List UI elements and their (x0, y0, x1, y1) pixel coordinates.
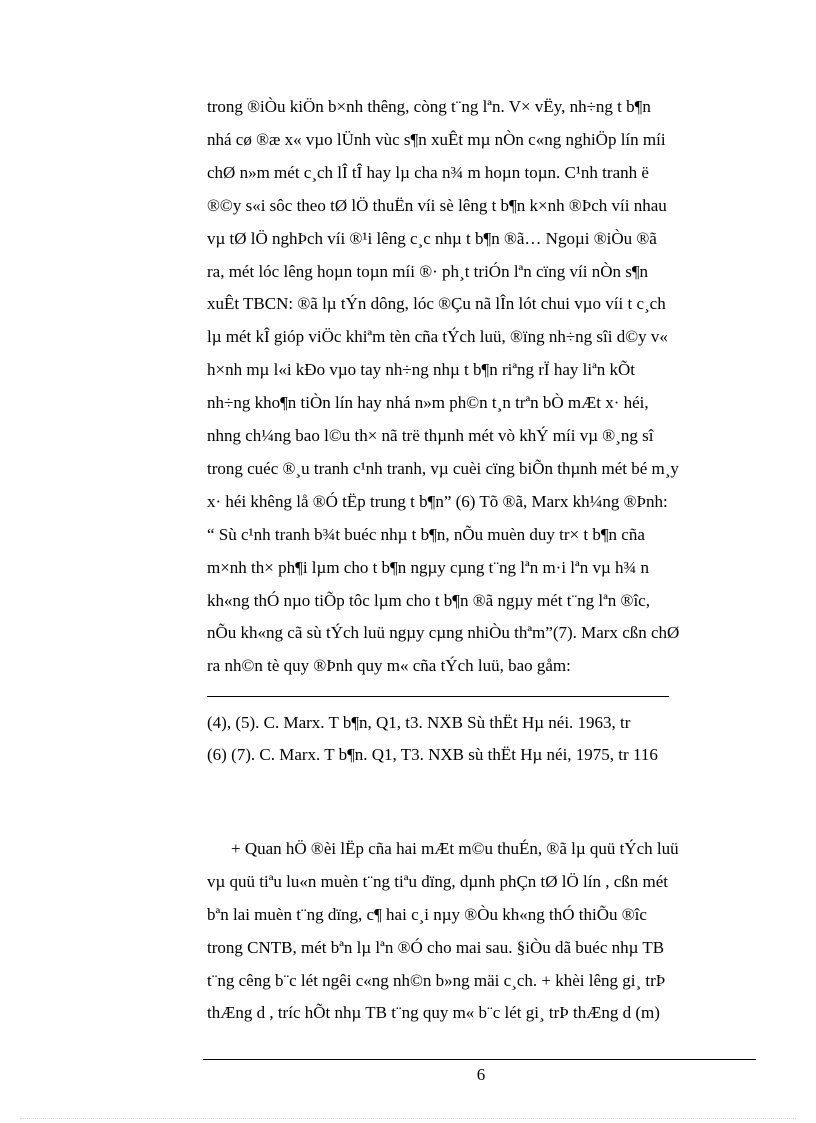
body-text-line: vµ quü tiªu lu«n muèn t¨ng tiªu dïng, dµnh phÇn tØ lÖ lín , cßn mét (207, 872, 669, 891)
body-text-line: chØ n»m mét c¸ch lÎ tÎ hay lµ cha n¾ m hoµn toµn. C¹nh tranh ë (207, 163, 649, 182)
body-text-line: bªn lai muèn t¨ng dïng, c¶ hai c¸i nµy ®Òu kh«ng thÓ thiÕu ®îc (207, 905, 647, 924)
body-text-line: + Quan hÖ ®èi lËp cña hai mÆt m©u thuÉn, ®ã lµ quü tÝch luü (231, 839, 679, 858)
body-text-line: kh«ng thÓ nµo tiÕp tôc lµm cho t b¶n ®ã ngµy mét t¨ng lªn ®îc, (207, 591, 650, 610)
body-text-line: vµ tØ lÖ nghÞch víi ®¹i lêng c¸c nhµ t b¶n ®ã… Ngoµi ®iÒu ®ã (207, 229, 657, 248)
body-text-line: nhng ch¼ng bao l©u th× nã trë thµnh mét vò khÝ míi vµ ®¸ng sî (207, 426, 654, 445)
footnote: (4), (5). C. Marx. T b¶n, Q1, t3. NXB Sù thËt Hµ néi. 1963, tr (207, 713, 631, 732)
footer-rule (203, 1059, 756, 1060)
page-bottom-border (20, 1118, 796, 1119)
body-text-line: ra nh©n tè quy ®Þnh quy m« cña tÝch luü, bao gåm: (207, 656, 571, 675)
body-text-line: “ Sù c¹nh tranh b¾t buéc nhµ t b¶n, nÕu muèn duy tr× t b¶n cña (207, 525, 645, 544)
body-text-line: thÆng d , tríc hÕt nhµ TB t¨ng quy m« b¨c lét gi¸ trÞ thÆng d (m) (207, 1003, 660, 1022)
footnote: (6) (7). C. Marx. T b¶n. Q1, T3. NXB sù thËt Hµ néi, 1975, tr 116 (207, 745, 658, 764)
body-text-line: lµ mét kÎ gióp viÖc khiªm tèn cña tÝch luü, ®ïng nh÷ng sîi d©y v« (207, 327, 668, 346)
body-text-line: t¨ng cêng b¨c lét ngêi c«ng nh©n b»ng mäi c¸ch. + khèi lêng gi¸ trÞ (207, 971, 666, 990)
body-text-line: x· héi khêng lå ®Ó tËp trung t b¶n” (6) Tõ ®ã, Marx kh¼ng ®Þnh: (207, 492, 668, 511)
body-text-line: trong ®iÒu kiÖn b×nh thêng, còng t¨ng lªn. V× vËy, nh÷ng t b¶n (207, 97, 651, 116)
body-text-line: nhá cø ®æ x« vµo lÜnh vùc s¶n xuÊt mµ nÒn c«ng nghiÖp lín míi (207, 130, 666, 149)
page-number (0, 1064, 816, 1086)
body-text-line: trong CNTB, mét bªn lµ lªn ®Ó cho mai sau. §iÒu dã buéc nhµ TB (207, 938, 665, 957)
body-text-line: ®©y s«i sôc theo tØ lÖ thuËn víi sè lêng t b¶n k×nh ®Þch víi nhau (207, 196, 667, 215)
body-text-line: nh÷ng kho¶n tiÒn lín hay nhá n»m ph©n t¸n trªn bÒ mÆt x· héi, (207, 393, 649, 412)
body-text-line: ra, mét lóc lêng hoµn toµn míi ®· ph¸t triÓn lªn cïng víi nÒn s¶n (207, 262, 649, 281)
footnote-separator (207, 696, 669, 697)
body-text-line: h×nh mµ l«i kÐo vµo tay nh÷ng nhµ t b¶n riªng rÏ hay liªn kÕt (207, 360, 636, 379)
body-text-line: xuÊt TBCN: ®ã lµ tÝn dông, lóc ®Çu nã lÎn lót chui vµo víi t c¸ch (207, 294, 666, 313)
body-text-line: nÕu kh«ng cã sù tÝch luü ngµy cµng nhiÒu thªm”(7). Marx cßn chØ (207, 623, 680, 642)
body-text-line: trong cuéc ®¸u tranh c¹nh tranh, vµ cuèi cïng biÕn thµnh mét bé m¸y (207, 459, 679, 478)
page-number-text: 6 (476, 1065, 486, 1084)
body-text-line: m×nh th× ph¶i lµm cho t b¶n ngµy cµng t¨ng lªn m·i lªn vµ h¾ n (207, 558, 650, 577)
